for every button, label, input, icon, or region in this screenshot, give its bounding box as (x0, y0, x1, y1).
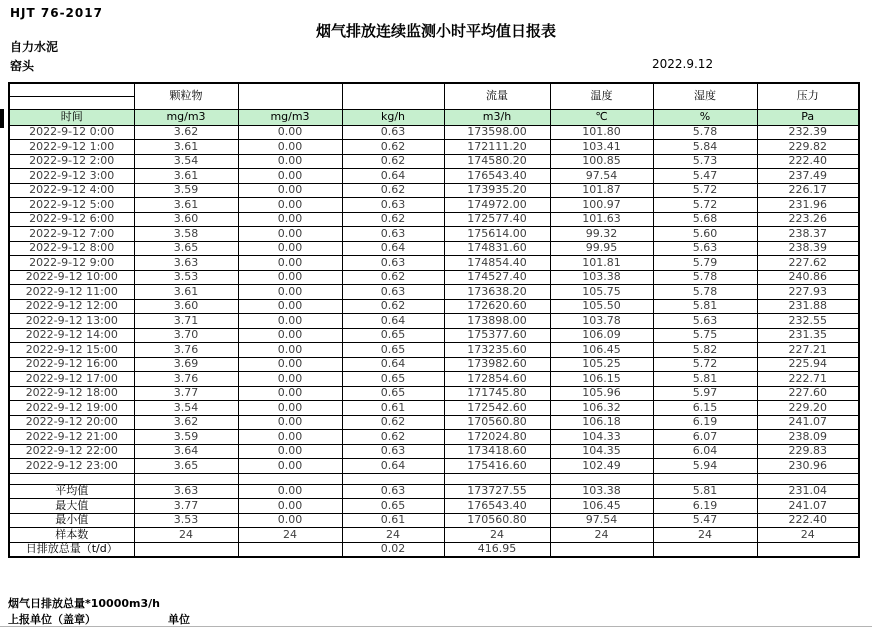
table-row (9, 430, 859, 445)
value-cell: 5.81 (653, 299, 757, 314)
value-cell: 5.63 (653, 314, 757, 329)
value-cell: 227.93 (757, 285, 859, 300)
table-row (9, 499, 859, 514)
col-header-temperature: 温度 (550, 83, 653, 109)
value-cell: 3.71 (134, 314, 238, 329)
value-cell: 0.62 (342, 270, 444, 285)
value-cell: 0.00 (238, 241, 342, 256)
time-cell: 2022-9-12 6:00 (9, 212, 134, 227)
value-cell: 0.00 (238, 227, 342, 242)
value-cell (238, 542, 342, 557)
value-cell: 103.78 (550, 314, 653, 329)
value-cell: 6.15 (653, 401, 757, 416)
value-cell: 101.63 (550, 212, 653, 227)
time-cell: 2022-9-12 1:00 (9, 140, 134, 155)
value-cell: 0.00 (238, 372, 342, 387)
value-cell: 173418.60 (444, 444, 550, 459)
value-cell: 3.61 (134, 198, 238, 213)
value-cell: 176543.40 (444, 499, 550, 514)
value-cell: 0.63 (342, 484, 444, 499)
col-header-pressure: 压力 (757, 83, 859, 109)
time-cell: 2022-9-12 21:00 (9, 430, 134, 445)
value-cell: 0.65 (342, 499, 444, 514)
value-cell: 5.68 (653, 212, 757, 227)
value-cell: 106.45 (550, 499, 653, 514)
value-cell: 174527.40 (444, 270, 550, 285)
value-cell (550, 542, 653, 557)
value-cell: 241.07 (757, 499, 859, 514)
value-cell: 173898.00 (444, 314, 550, 329)
value-cell: 0.65 (342, 372, 444, 387)
value-cell: 3.53 (134, 270, 238, 285)
time-cell: 2022-9-12 4:00 (9, 183, 134, 198)
value-cell: 232.55 (757, 314, 859, 329)
value-cell: 173638.20 (444, 285, 550, 300)
time-header: 时间 (9, 109, 134, 125)
value-cell: 105.75 (550, 285, 653, 300)
value-cell: 0.61 (342, 401, 444, 416)
value-cell: 0.63 (342, 227, 444, 242)
unit-pa: Pa (757, 109, 859, 125)
value-cell: 6.19 (653, 499, 757, 514)
unit-celsius: ℃ (550, 109, 653, 125)
value-cell: 174972.00 (444, 198, 550, 213)
value-cell: 5.60 (653, 227, 757, 242)
value-cell: 3.61 (134, 285, 238, 300)
table-row (9, 415, 859, 430)
value-cell: 5.47 (653, 169, 757, 184)
table-row (9, 386, 859, 401)
table-row (9, 241, 859, 256)
value-cell: 106.09 (550, 328, 653, 343)
table-row (9, 459, 859, 474)
page-title: 烟气排放连续监测小时平均值日报表 (315, 22, 556, 40)
value-cell: 106.32 (550, 401, 653, 416)
value-cell: 3.70 (134, 328, 238, 343)
value-cell: 0.00 (238, 285, 342, 300)
value-cell: 0.00 (238, 256, 342, 271)
value-cell: 231.88 (757, 299, 859, 314)
value-cell: 106.45 (550, 343, 653, 358)
col-header-flow: 流量 (444, 83, 550, 109)
table-row (9, 270, 859, 285)
value-cell: 3.61 (134, 169, 238, 184)
unit-header-row (9, 109, 859, 125)
separator-row (9, 473, 859, 484)
value-cell: 24 (342, 528, 444, 543)
value-cell: 0.63 (342, 285, 444, 300)
value-cell: 97.54 (550, 169, 653, 184)
value-cell: 232.39 (757, 125, 859, 140)
value-cell: 24 (550, 528, 653, 543)
value-cell: 0.00 (238, 401, 342, 416)
value-cell: 3.76 (134, 343, 238, 358)
value-cell: 3.61 (134, 140, 238, 155)
value-cell: 6.04 (653, 444, 757, 459)
table-row (9, 314, 859, 329)
value-cell: 24 (238, 528, 342, 543)
value-cell: 106.15 (550, 372, 653, 387)
value-cell: 173982.60 (444, 357, 550, 372)
time-cell: 2022-9-12 12:00 (9, 299, 134, 314)
value-cell: 223.26 (757, 212, 859, 227)
value-cell: 0.00 (238, 343, 342, 358)
value-cell: 172854.60 (444, 372, 550, 387)
table-row (9, 198, 859, 213)
col-header-blank-2 (342, 83, 444, 109)
value-cell: 226.17 (757, 183, 859, 198)
table-row (9, 183, 859, 198)
summary-label-cell: 最大值 (9, 499, 134, 514)
value-cell: 5.81 (653, 484, 757, 499)
value-cell: 0.63 (342, 125, 444, 140)
value-cell: 3.54 (134, 401, 238, 416)
value-cell: 3.60 (134, 299, 238, 314)
table-row (9, 299, 859, 314)
value-cell: 230.96 (757, 459, 859, 474)
value-cell: 97.54 (550, 513, 653, 528)
value-cell: 231.04 (757, 484, 859, 499)
value-cell: 0.00 (238, 183, 342, 198)
value-cell: 0.64 (342, 241, 444, 256)
table-row (9, 542, 859, 557)
value-cell: 416.95 (444, 542, 550, 557)
value-cell: 24 (757, 528, 859, 543)
value-cell: 5.79 (653, 256, 757, 271)
unit-mg-m3-1: mg/m3 (134, 109, 238, 125)
unit-percent: % (653, 109, 757, 125)
value-cell: 0.62 (342, 415, 444, 430)
value-cell: 5.82 (653, 343, 757, 358)
value-cell: 0.00 (238, 430, 342, 445)
value-cell: 5.72 (653, 183, 757, 198)
value-cell: 0.00 (238, 328, 342, 343)
table-row (9, 444, 859, 459)
table-row (9, 212, 859, 227)
value-cell: 238.39 (757, 241, 859, 256)
value-cell: 6.07 (653, 430, 757, 445)
time-cell: 2022-9-12 22:00 (9, 444, 134, 459)
time-cell: 2022-9-12 19:00 (9, 401, 134, 416)
value-cell: 3.65 (134, 241, 238, 256)
time-cell: 2022-9-12 18:00 (9, 386, 134, 401)
value-cell: 3.58 (134, 227, 238, 242)
value-cell: 174854.40 (444, 256, 550, 271)
report-unit-label: 上报单位（盖章） (8, 613, 96, 626)
value-cell: 24 (134, 528, 238, 543)
value-cell: 3.62 (134, 125, 238, 140)
value-cell: 0.63 (342, 198, 444, 213)
value-cell: 0.62 (342, 430, 444, 445)
value-cell: 3.59 (134, 430, 238, 445)
left-edge-artifact (0, 109, 4, 128)
value-cell: 222.40 (757, 513, 859, 528)
summary-label-cell: 平均值 (9, 484, 134, 499)
value-cell: 103.38 (550, 484, 653, 499)
value-cell: 229.20 (757, 401, 859, 416)
standard-code: HJT 76-2017 (10, 6, 103, 20)
value-cell: 5.94 (653, 459, 757, 474)
value-cell: 222.40 (757, 154, 859, 169)
value-cell: 99.32 (550, 227, 653, 242)
value-cell: 105.25 (550, 357, 653, 372)
value-cell: 0.00 (238, 299, 342, 314)
data-rows (9, 125, 859, 473)
value-cell: 172577.40 (444, 212, 550, 227)
time-cell: 2022-9-12 15:00 (9, 343, 134, 358)
table-row (9, 357, 859, 372)
time-cell: 2022-9-12 16:00 (9, 357, 134, 372)
table-row (9, 513, 859, 528)
table-row (9, 401, 859, 416)
value-cell: 0.64 (342, 459, 444, 474)
value-cell: 102.49 (550, 459, 653, 474)
value-cell: 0.00 (238, 386, 342, 401)
value-cell: 3.65 (134, 459, 238, 474)
value-cell: 176543.40 (444, 169, 550, 184)
unit-m3-h: m3/h (444, 109, 550, 125)
value-cell: 238.37 (757, 227, 859, 242)
table-row (9, 256, 859, 271)
value-cell: 0.64 (342, 169, 444, 184)
value-cell (134, 542, 238, 557)
value-cell: 5.73 (653, 154, 757, 169)
value-cell: 0.00 (238, 499, 342, 514)
value-cell: 0.00 (238, 415, 342, 430)
summary-label-cell: 日排放总量（t/d） (9, 542, 134, 557)
table-row (9, 125, 859, 140)
value-cell: 173935.20 (444, 183, 550, 198)
value-cell: 3.54 (134, 154, 238, 169)
value-cell: 3.77 (134, 386, 238, 401)
value-cell: 3.53 (134, 513, 238, 528)
value-cell: 238.09 (757, 430, 859, 445)
table-row (9, 343, 859, 358)
time-cell: 2022-9-12 14:00 (9, 328, 134, 343)
value-cell: 103.38 (550, 270, 653, 285)
time-cell: 2022-9-12 10:00 (9, 270, 134, 285)
value-cell: 170560.80 (444, 513, 550, 528)
value-cell: 231.35 (757, 328, 859, 343)
value-cell: 101.87 (550, 183, 653, 198)
value-cell: 0.00 (238, 212, 342, 227)
emission-report-table (8, 82, 860, 558)
table-row (9, 328, 859, 343)
time-cell: 2022-9-12 11:00 (9, 285, 134, 300)
table-row (9, 154, 859, 169)
value-cell: 0.65 (342, 386, 444, 401)
unit-mg-m3-2: mg/m3 (238, 109, 342, 125)
value-cell: 227.21 (757, 343, 859, 358)
table-row (9, 169, 859, 184)
value-cell: 173727.55 (444, 484, 550, 499)
time-cell: 2022-9-12 17:00 (9, 372, 134, 387)
table-row (9, 372, 859, 387)
value-cell: 0.00 (238, 459, 342, 474)
table-row (9, 285, 859, 300)
value-cell: 0.00 (238, 357, 342, 372)
summary-label-cell: 样本数 (9, 528, 134, 543)
value-cell: 101.80 (550, 125, 653, 140)
value-cell: 241.07 (757, 415, 859, 430)
value-cell: 0.62 (342, 183, 444, 198)
value-cell: 170560.80 (444, 415, 550, 430)
value-cell: 0.00 (238, 314, 342, 329)
value-cell: 101.81 (550, 256, 653, 271)
value-cell: 100.97 (550, 198, 653, 213)
time-cell: 2022-9-12 0:00 (9, 125, 134, 140)
report-date: 2022.9.12 (652, 57, 714, 71)
group-header-row (9, 83, 859, 96)
value-cell: 5.78 (653, 270, 757, 285)
value-cell: 175614.00 (444, 227, 550, 242)
value-cell: 24 (444, 528, 550, 543)
value-cell: 0.65 (342, 328, 444, 343)
value-cell: 222.71 (757, 372, 859, 387)
time-cell: 2022-9-12 13:00 (9, 314, 134, 329)
value-cell: 5.47 (653, 513, 757, 528)
value-cell: 3.69 (134, 357, 238, 372)
time-cell: 2022-9-12 9:00 (9, 256, 134, 271)
value-cell: 5.84 (653, 140, 757, 155)
value-cell: 104.33 (550, 430, 653, 445)
corner-cell-top (9, 83, 134, 96)
value-cell: 0.00 (238, 140, 342, 155)
value-cell: 173598.00 (444, 125, 550, 140)
value-cell: 6.19 (653, 415, 757, 430)
value-cell: 0.00 (238, 198, 342, 213)
value-cell: 104.35 (550, 444, 653, 459)
value-cell: 3.76 (134, 372, 238, 387)
daily-flow-total-note: 烟气日排放总量*10000m3/h (8, 597, 160, 610)
value-cell: 174831.60 (444, 241, 550, 256)
value-cell: 231.96 (757, 198, 859, 213)
value-cell: 174580.20 (444, 154, 550, 169)
value-cell: 0.64 (342, 357, 444, 372)
table-row (9, 484, 859, 499)
value-cell: 5.72 (653, 357, 757, 372)
page-bottom-edge (0, 626, 872, 627)
time-cell: 2022-9-12 2:00 (9, 154, 134, 169)
value-cell: 106.18 (550, 415, 653, 430)
value-cell: 0.00 (238, 444, 342, 459)
value-cell: 100.85 (550, 154, 653, 169)
value-cell: 0.62 (342, 212, 444, 227)
value-cell: 3.62 (134, 415, 238, 430)
col-header-particulate: 颗粒物 (134, 83, 238, 109)
col-header-humidity: 湿度 (653, 83, 757, 109)
value-cell: 225.94 (757, 357, 859, 372)
value-cell: 3.77 (134, 499, 238, 514)
value-cell: 0.62 (342, 154, 444, 169)
summary-rows (9, 484, 859, 557)
unit-kg-h: kg/h (342, 109, 444, 125)
corner-cell-bottom (9, 96, 134, 109)
time-cell: 2022-9-12 20:00 (9, 415, 134, 430)
separator-body (9, 473, 859, 484)
value-cell: 173235.60 (444, 343, 550, 358)
value-cell: 0.63 (342, 256, 444, 271)
table-row (9, 528, 859, 543)
value-cell: 105.50 (550, 299, 653, 314)
company-name: 自力水泥 (10, 40, 59, 54)
value-cell: 229.83 (757, 444, 859, 459)
value-cell: 227.62 (757, 256, 859, 271)
value-cell: 0.64 (342, 314, 444, 329)
value-cell: 103.41 (550, 140, 653, 155)
value-cell: 0.00 (238, 484, 342, 499)
stack-name: 窑头 (10, 59, 35, 73)
value-cell: 0.63 (342, 444, 444, 459)
value-cell: 171745.80 (444, 386, 550, 401)
time-cell: 2022-9-12 7:00 (9, 227, 134, 242)
value-cell: 175416.60 (444, 459, 550, 474)
value-cell: 172111.20 (444, 140, 550, 155)
value-cell: 3.64 (134, 444, 238, 459)
value-cell: 3.63 (134, 256, 238, 271)
table-row (9, 140, 859, 155)
value-cell: 3.63 (134, 484, 238, 499)
value-cell: 229.82 (757, 140, 859, 155)
value-cell: 237.49 (757, 169, 859, 184)
value-cell (757, 542, 859, 557)
time-cell: 2022-9-12 3:00 (9, 169, 134, 184)
value-cell: 99.95 (550, 241, 653, 256)
value-cell: 175377.60 (444, 328, 550, 343)
value-cell (653, 542, 757, 557)
value-cell: 5.97 (653, 386, 757, 401)
value-cell: 5.78 (653, 125, 757, 140)
value-cell: 172024.80 (444, 430, 550, 445)
value-cell: 5.78 (653, 285, 757, 300)
value-cell: 0.61 (342, 513, 444, 528)
time-cell: 2022-9-12 8:00 (9, 241, 134, 256)
value-cell: 172620.60 (444, 299, 550, 314)
value-cell: 5.63 (653, 241, 757, 256)
value-cell: 0.00 (238, 270, 342, 285)
value-cell: 240.86 (757, 270, 859, 285)
value-cell: 5.81 (653, 372, 757, 387)
value-cell: 105.96 (550, 386, 653, 401)
value-cell: 24 (653, 528, 757, 543)
value-cell: 0.00 (238, 125, 342, 140)
value-cell: 0.62 (342, 140, 444, 155)
value-cell: 0.65 (342, 343, 444, 358)
value-cell: 5.72 (653, 198, 757, 213)
unit-label: 单位 (168, 613, 190, 626)
time-cell: 2022-9-12 5:00 (9, 198, 134, 213)
value-cell: 0.00 (238, 154, 342, 169)
value-cell: 0.00 (238, 169, 342, 184)
value-cell: 3.60 (134, 212, 238, 227)
time-cell: 2022-9-12 23:00 (9, 459, 134, 474)
value-cell: 227.60 (757, 386, 859, 401)
table-row (9, 227, 859, 242)
col-header-blank-1 (238, 83, 342, 109)
value-cell: 3.59 (134, 183, 238, 198)
summary-label-cell: 最小值 (9, 513, 134, 528)
value-cell: 0.00 (238, 513, 342, 528)
value-cell: 0.62 (342, 299, 444, 314)
value-cell: 172542.60 (444, 401, 550, 416)
value-cell: 5.75 (653, 328, 757, 343)
value-cell: 0.02 (342, 542, 444, 557)
